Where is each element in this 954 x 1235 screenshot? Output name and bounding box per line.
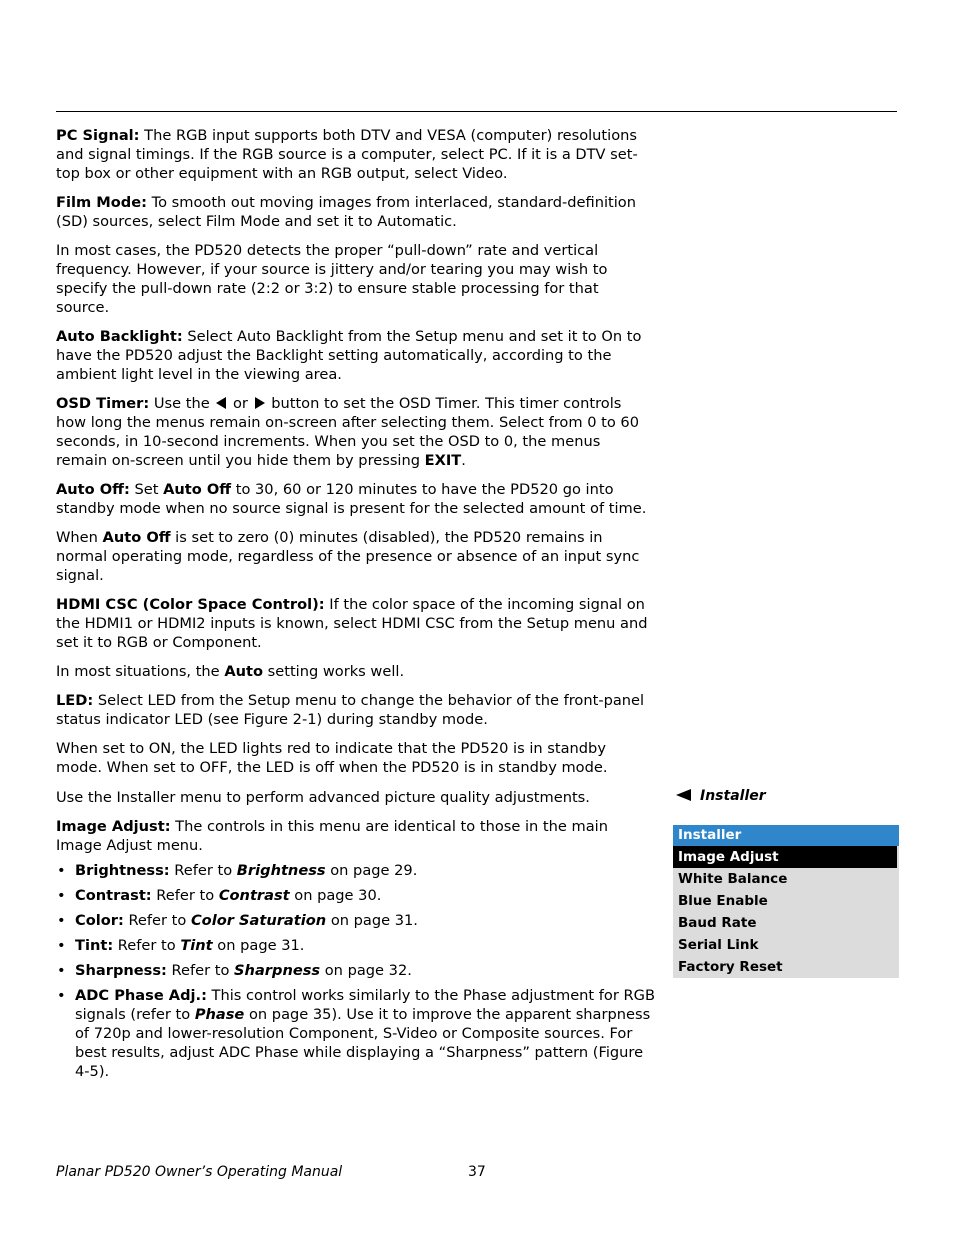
menu-item-serial-link[interactable]: Serial Link: [678, 937, 759, 953]
pc-signal-label: PC Signal:: [56, 127, 140, 144]
list-item-reference: Brightness: [236, 862, 326, 879]
left-arrow-icon: [676, 789, 691, 801]
film-mode-text: To smooth out moving images from interlaced, standard-definition (SD) sources, select Film Mode and set it to Automatic.: [56, 194, 636, 230]
image-adjust-text: The controls in this menu are identical to those in the main Image Adjust menu.: [56, 818, 608, 854]
led-state-paragraph: When set to ON, the LED lights red to indicate that the PD520 is in standby mode. When set to OFF, the LED is off when the PD520 is in standby mode.: [56, 740, 608, 776]
list-item-label: Color:: [75, 912, 124, 929]
list-item-text: Refer to: [169, 862, 237, 879]
pc-signal-text: The RGB input supports both DTV and VESA (computer) resolutions and signal timings. If the RGB source is a computer, select PC. If it is a DTV set-top box or other equipment with an RGB output, select Video.: [56, 127, 638, 182]
image-adjust-label: Image Adjust:: [56, 818, 171, 835]
hdmi-auto-text-1: In most situations, the: [56, 663, 225, 680]
auto-off-label: Auto Off:: [56, 481, 130, 498]
auto-off-zero-paragraph: [56, 528, 656, 585]
led-text: Select LED from the Setup menu to change the behavior of the front-panel status indicator LED (see Figure 2-1) during standby mode.: [56, 692, 645, 728]
list-item-label: Sharpness:: [75, 962, 167, 979]
hdmi-auto-paragraph: [56, 662, 656, 681]
film-mode-label: Film Mode:: [56, 194, 147, 211]
hdmi-auto-keyword: Auto: [224, 663, 263, 680]
list-item-reference: Contrast: [218, 887, 290, 904]
auto-off2-text-1: When: [56, 529, 103, 546]
list-item-reference: Tint: [180, 937, 213, 954]
installer-side-heading: [676, 788, 766, 804]
side-heading-label: Installer: [700, 788, 766, 804]
hdmi-csc-paragraph: [56, 595, 656, 652]
list-item-label: Tint:: [75, 937, 114, 954]
list-item-text: on page 31.: [326, 912, 418, 929]
left-arrow-icon: [216, 397, 226, 409]
image-adjust-paragraph: [56, 817, 656, 855]
auto-backlight-paragraph: [56, 327, 656, 384]
list-item-text: on page 32.: [320, 962, 412, 979]
menu-item-white-balance[interactable]: White Balance: [678, 871, 788, 887]
list-item-text: on page 30.: [289, 887, 382, 904]
film-mode-paragraph: [56, 193, 656, 231]
hdmi-auto-text-2: setting works well.: [263, 663, 405, 680]
menu-title: Installer: [673, 825, 899, 846]
osd-timer-text-1: Use the: [149, 395, 215, 412]
auto-off-keyword: Auto Off: [163, 481, 232, 498]
led-label: LED:: [56, 692, 94, 709]
menu-item-blue-enable[interactable]: Blue Enable: [678, 893, 768, 909]
list-item-sharpness: [56, 961, 656, 980]
list-item-text: Refer to: [123, 912, 191, 929]
list-item-label: Brightness:: [75, 862, 170, 879]
list-item-text: on page 29.: [325, 862, 418, 879]
osd-timer-label: OSD Timer:: [56, 395, 150, 412]
list-item-text: on page 31.: [212, 937, 305, 954]
auto-off-paragraph: [56, 480, 656, 518]
image-adjust-list: [56, 861, 656, 1081]
list-item-label: Contrast:: [75, 887, 152, 904]
page-number: 37: [468, 1164, 486, 1180]
installer-intro: Use the Installer menu to perform advanced picture quality adjustments.: [56, 789, 590, 806]
right-arrow-icon: [255, 397, 265, 409]
auto-off2-keyword: Auto Off: [102, 529, 171, 546]
list-item-text: on page 35). Use it to improve the apparent sharpness of 720p and lower-resolution Component, S-Video or Composite sources. For best results, adjust ADC Phase while displaying a “Sharpness” pattern (Figure 4-5).: [75, 1006, 651, 1080]
menu-item-image-adjust[interactable]: Image Adjust: [673, 846, 897, 868]
list-item-label: ADC Phase Adj.:: [75, 987, 207, 1004]
list-item-brightness: [56, 861, 656, 880]
list-item-text: Refer to: [166, 962, 235, 979]
list-item-reference: Color Saturation: [190, 912, 327, 929]
list-item-color: [56, 911, 656, 930]
list-item-reference: Sharpness: [234, 962, 321, 979]
list-item-text: Refer to: [113, 937, 181, 954]
list-item-contrast: [56, 886, 656, 905]
osd-timer-text-3: button to set the OSD Timer. This timer controls how long the menus remain on-screen after selecting them. Select from 0 to 60 seconds, in 10-second increments. When you set the OSD to 0, the menus remain on-screen until you hide them by pressing: [56, 395, 639, 469]
list-item-reference: Phase: [194, 1006, 245, 1023]
hdmi-csc-text: If the color space of the incoming signal on the HDMI1 or HDMI2 inputs is known, select HDMI CSC from the Setup menu and set it to RGB or Component.: [56, 596, 648, 651]
osd-timer-paragraph: [56, 394, 656, 470]
pc-signal-paragraph: [56, 126, 656, 183]
auto-off-text-2: to 30, 60 or 120 minutes to have the PD520 go into standby mode when no source signal is present for the selected amount of time.: [56, 481, 647, 517]
auto-off-text-1: Set: [129, 481, 164, 498]
list-item-tint: [56, 936, 656, 955]
exit-keyword: EXIT: [424, 452, 462, 469]
menu-item-baud-rate[interactable]: Baud Rate: [678, 915, 757, 931]
list-item-text: This control works similarly to the Phase adjustment for RGB signals (refer to: [75, 987, 655, 1023]
footer-title: Planar PD520 Owner’s Operating Manual: [56, 1164, 343, 1180]
list-item-adc-phase: [56, 986, 656, 1081]
header-rule: [56, 111, 897, 112]
installer-section: [56, 788, 656, 1087]
osd-timer-end: .: [461, 452, 466, 469]
setup-section: [56, 126, 656, 787]
auto-backlight-label: Auto Backlight:: [56, 328, 183, 345]
pulldown-paragraph: In most cases, the PD520 detects the proper “pull-down” rate and vertical frequency. However, if your source is jittery and/or tearing you may wish to specify the pull-down rate (2:2 or 3:2) to ensure stable processing for that source.: [56, 242, 608, 316]
hdmi-csc-label: HDMI CSC (Color Space Control):: [56, 596, 325, 613]
list-item-text: Refer to: [151, 887, 219, 904]
menu-item-factory-reset[interactable]: Factory Reset: [678, 959, 783, 975]
led-paragraph: [56, 691, 656, 729]
auto-off2-text-2: is set to zero (0) minutes (disabled), the PD520 remains in normal operating mode, regardless of the presence or absence of an input sync signal.: [56, 529, 640, 584]
auto-backlight-text: Select Auto Backlight from the Setup menu and set it to On to have the PD520 adjust the Backlight setting automatically, according to the ambient light level in the viewing area.: [56, 328, 642, 383]
installer-menu: [673, 825, 899, 978]
osd-timer-text-2: or: [228, 395, 253, 412]
